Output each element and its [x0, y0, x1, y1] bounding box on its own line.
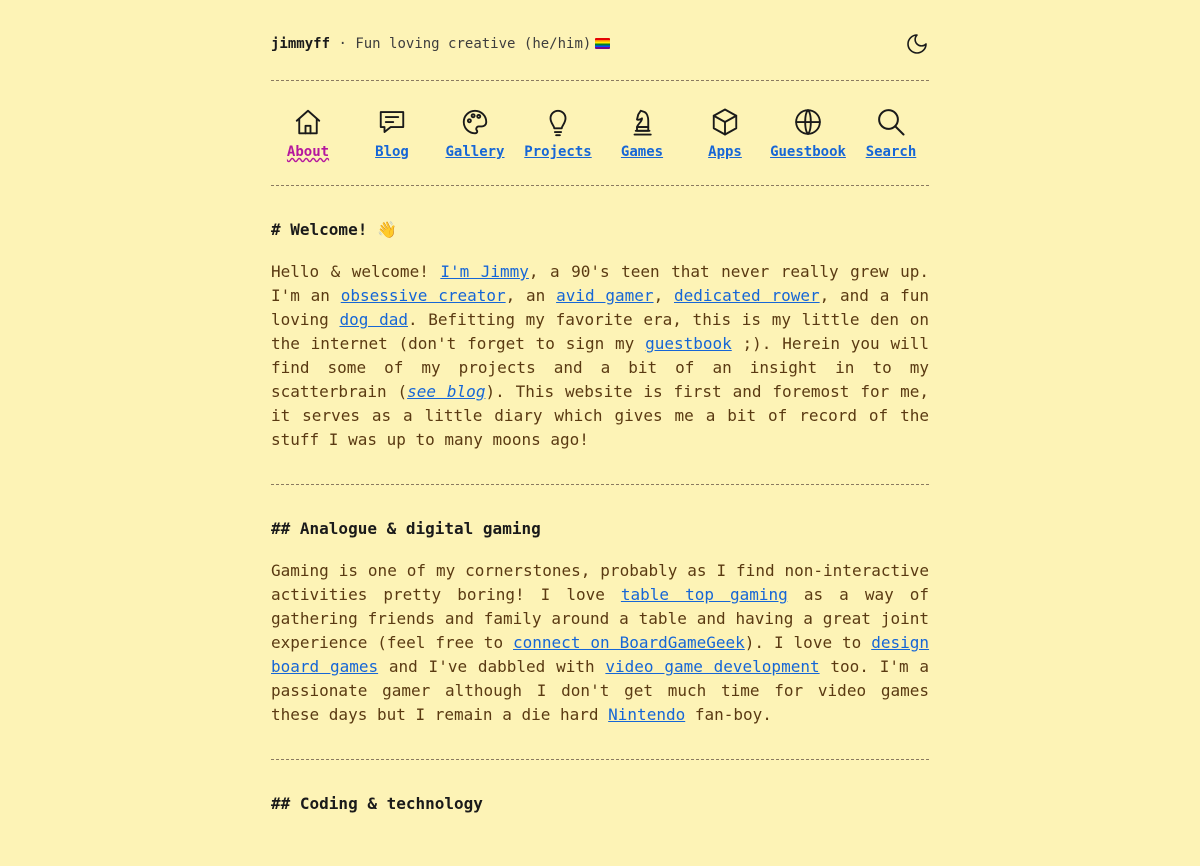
lightbulb-icon — [543, 107, 573, 137]
nav-item-blog[interactable] — [350, 107, 434, 160]
nav-item-search[interactable] — [849, 107, 933, 160]
link-im-jimmy[interactable]: I'm Jimmy — [440, 262, 529, 281]
nav-item-projects[interactable] — [516, 107, 600, 160]
nav-label-gallery: Gallery — [445, 144, 505, 160]
page — [271, 0, 929, 866]
welcome-paragraph: Hello & welcome! I'm Jimmy, a 90's teen that never really grew up. I'm an obsessive creator, an avid gamer, dedicated rower, and a fun loving dog dad. Befitting my favorite era, this is my little den on the internet (don't forget to sign my guestbook ;). Herein you will find some of my projects and a bit of an insight in to my scatterbrain (see blog). This website is first and foremost for me, it serves as a little diary which gives me a bit of record of the stuff I was up to many moons ago! — [271, 262, 930, 449]
link-design-board-games[interactable]: design board games — [271, 633, 930, 676]
nav-item-gallery[interactable] — [433, 107, 517, 160]
link-dog-dad[interactable]: dog dad — [339, 310, 408, 329]
link-avid-gamer[interactable]: avid gamer — [556, 286, 654, 305]
nav-label-projects: Projects — [524, 144, 592, 160]
link-see-blog[interactable]: see blog — [407, 382, 486, 401]
nav-label-search: Search — [865, 144, 917, 160]
gaming-paragraph: Gaming is one of my cornerstones, probably as I find non-interactive activities pretty boring! I love table top gaming as a way of gathering friends and family around a table and having a great joint experience (feel free to connect on BoardGameGeek). I love to design board games and I've dabbled with video game development too. I'm a passionate gamer although I don't get much time for video games these days but I remain a die hard Nintendo fan-boy. — [271, 561, 930, 724]
nav-item-apps[interactable] — [683, 107, 767, 160]
globe-icon — [793, 107, 823, 137]
nav-label-apps: Apps — [708, 144, 742, 160]
chess-knight-icon — [627, 107, 657, 137]
link-table-top-gaming[interactable]: table top gaming — [620, 585, 788, 604]
nav-item-guestbook[interactable] — [766, 107, 850, 160]
moon-icon — [905, 32, 929, 56]
nav-item-about[interactable] — [266, 107, 350, 160]
theme-toggle-button[interactable] — [905, 32, 929, 56]
nav-label-blog: Blog — [375, 144, 409, 160]
link-guestbook[interactable]: guestbook — [645, 334, 732, 353]
link-dedicated-rower[interactable]: dedicated rower — [673, 286, 820, 305]
welcome-section — [271, 186, 929, 484]
message-icon — [377, 107, 407, 137]
welcome-heading: # Welcome! 👋 — [271, 220, 397, 239]
nav-label-about: About — [286, 144, 330, 160]
header-separator: · — [330, 36, 356, 52]
main-nav — [271, 81, 929, 185]
nav-label-games: Games — [620, 144, 664, 160]
cube-icon — [710, 107, 740, 137]
gaming-section — [271, 485, 929, 759]
site-header — [271, 0, 929, 80]
rainbow-flag-icon — [595, 38, 610, 49]
tagline: Fun loving creative (he/him) — [355, 36, 592, 52]
site-name[interactable]: jimmyff — [271, 36, 331, 52]
nav-item-games[interactable] — [600, 107, 684, 160]
link-video-game-development[interactable]: video game development — [605, 657, 820, 676]
link-obsessive-creator[interactable]: obsessive creator — [340, 286, 506, 305]
coding-section — [271, 760, 929, 866]
palette-icon — [460, 107, 490, 137]
coding-heading: ## Coding & technology — [271, 794, 483, 813]
home-icon — [293, 107, 323, 137]
nav-label-guestbook: Guestbook — [770, 144, 846, 160]
link-nintendo[interactable]: Nintendo — [608, 705, 686, 724]
search-icon — [876, 107, 906, 137]
gaming-heading: ## Analogue & digital gaming — [271, 519, 541, 538]
header-left — [271, 35, 610, 53]
link-boardgamegeek[interactable]: connect on BoardGameGeek — [513, 633, 745, 652]
